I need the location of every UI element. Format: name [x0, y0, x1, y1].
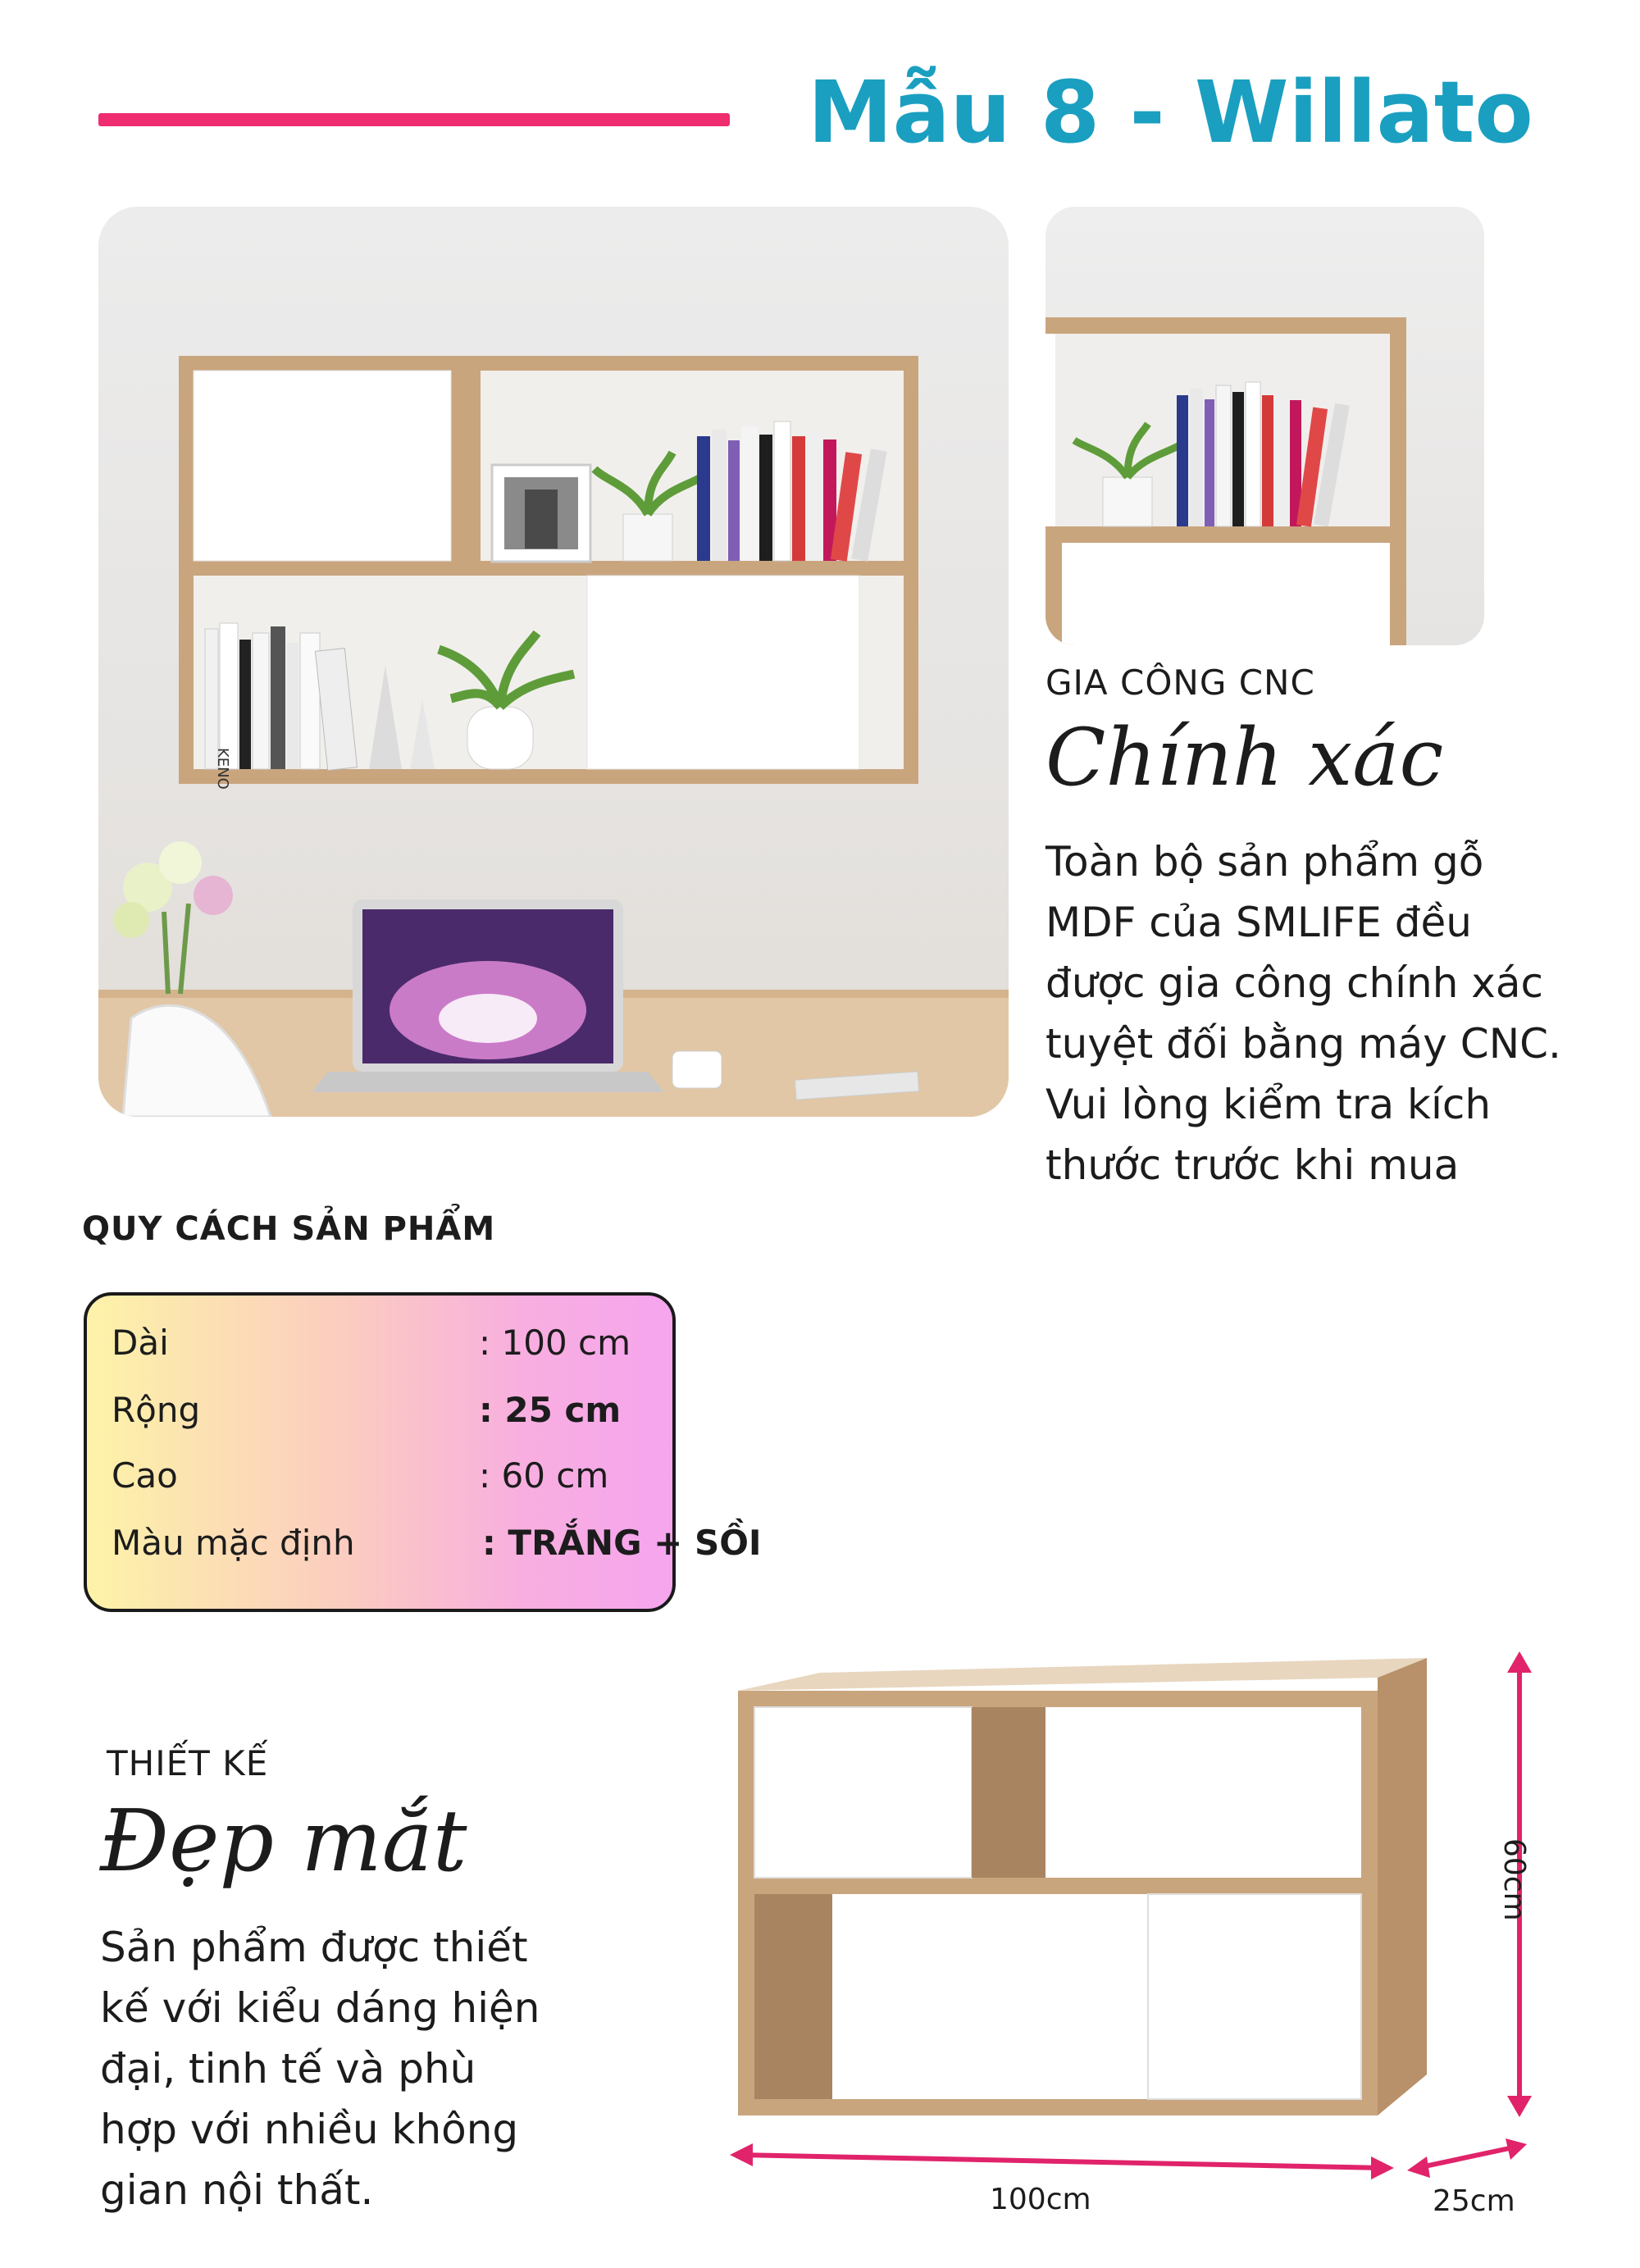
book-spine-label: KENO: [214, 748, 231, 790]
wall-shelf: [179, 356, 918, 790]
title-accent-bar: [98, 113, 730, 126]
mug: [672, 1051, 722, 1088]
description-line: Sản phẩm được thiết: [100, 1924, 528, 1971]
laptop: [312, 899, 664, 1092]
precision-headline: Chính xác: [1046, 712, 1444, 804]
spec-label: Cao: [112, 1455, 178, 1496]
description-line: kế với kiểu dáng hiện: [100, 1984, 540, 2032]
specs-table: [84, 1292, 762, 1612]
description-line: gian nội thất.: [100, 2166, 374, 2214]
spec-label: Rộng: [112, 1390, 201, 1430]
spec-value: : TRẮNG + SỒI: [482, 1523, 762, 1563]
description-line: Toàn bộ sản phẩm gỗ: [1046, 838, 1484, 886]
product-dimension-diagram: [730, 1648, 1583, 2206]
spec-value: : 100 cm: [479, 1323, 631, 1363]
specs-title: QUY CÁCH SẢN PHẨM: [82, 1210, 496, 1248]
precision-kicker: GIA CÔNG CNC: [1046, 663, 1315, 703]
design-description: [100, 1917, 592, 2220]
design-headline: Đẹp mắt: [100, 1791, 467, 1891]
flower-vase: [113, 841, 233, 994]
spec-value: : 25 cm: [479, 1390, 622, 1430]
description-line: Vui lòng kiểm tra kích: [1046, 1081, 1492, 1128]
product-detail-photo: [1046, 207, 1484, 645]
precision-description: [1046, 831, 1603, 1195]
height-label: 60cm: [1497, 1838, 1531, 1921]
width-dimension-arrow: [730, 2143, 1394, 2179]
description-line: đại, tinh tế và phù: [100, 2045, 476, 2093]
shelf-closeup-illustration: [1046, 207, 1484, 645]
shelf-scene-illustration: [98, 207, 1009, 1117]
shelf-render: [738, 1658, 1427, 2115]
depth-dimension-arrow: [1407, 2138, 1527, 2178]
spec-label: Màu mặc định: [112, 1523, 355, 1563]
description-line: được gia công chính xác: [1046, 959, 1544, 1007]
width-label: 100cm: [990, 2183, 1091, 2216]
description-line: tuyệt đối bằng máy CNC.: [1046, 1020, 1561, 1068]
description-line: hợp với nhiều không: [100, 2106, 519, 2153]
page-title: Mẫu 8 - Willato: [808, 62, 1533, 162]
depth-label: 25cm: [1433, 2184, 1515, 2218]
description-line: MDF của SMLIFE đều: [1046, 899, 1472, 946]
product-lifestyle-photo: [98, 207, 1009, 1117]
design-kicker: THIẾT KẾ: [107, 1743, 269, 1783]
spec-value: : 60 cm: [479, 1455, 609, 1496]
spec-label: Dài: [112, 1323, 169, 1363]
description-line: thước trước khi mua: [1046, 1141, 1460, 1189]
